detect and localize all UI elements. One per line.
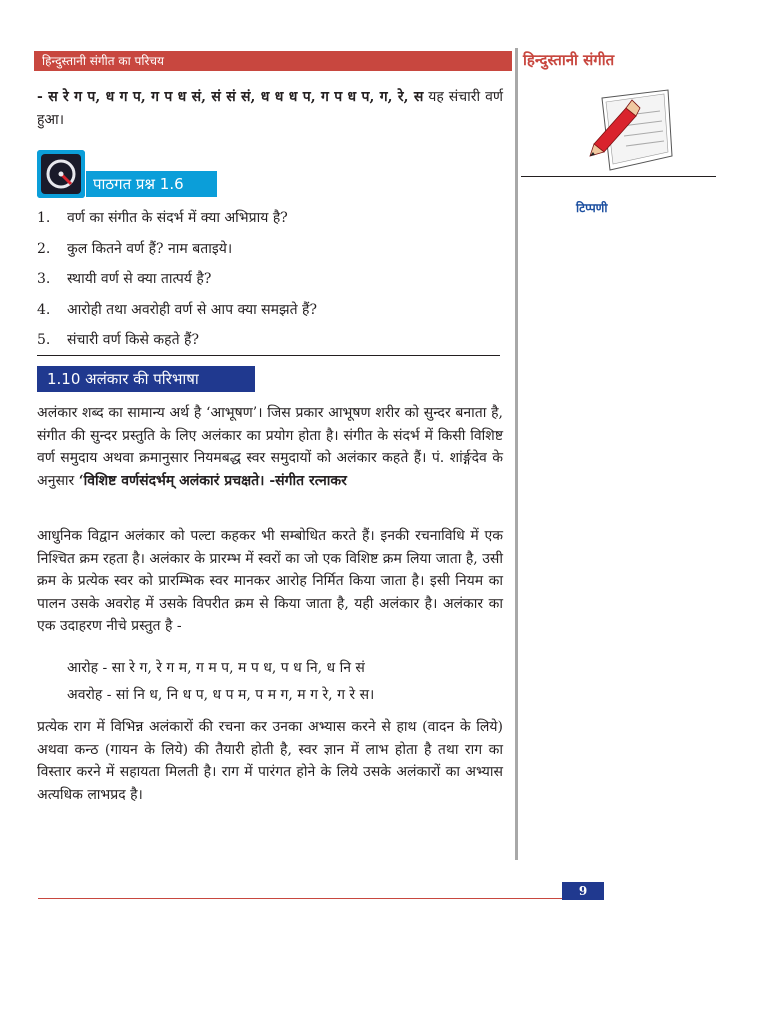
aroh-line: आरोह - सा रे ग, रे ग म, ग म प, म प ध, प ध नि, ध नि सं [67, 660, 365, 676]
footer-rule [38, 898, 598, 899]
question-text: संचारी वर्ण किसे कहते हैं? [67, 332, 199, 348]
section-divider [37, 355, 500, 356]
notes-pencil-icon [580, 86, 680, 176]
definition-paragraph [37, 402, 503, 492]
practice-paragraph: प्रत्येक राग में विभिन्न अलंकारों की रचना कर उनका अभ्यास करने से हाथ (वादन के लिये) अथवा कन्ठ (गायन के लिये) की तैयारी होती है, स्वर ज्ञान में लाभ होता है तथा राग का विस्तार करने में सहायता मिलती है। राग में पारंगत होने के लिये उसके अलंकारों का अभ्यास अत्यधिक लाभप्रद है। [37, 719, 503, 803]
page-number: 9 [562, 882, 604, 900]
question-text: वर्ण का संगीत के संदर्भ में क्या अभिप्राय है? [67, 210, 288, 226]
question-number: 4. [37, 301, 51, 318]
question-text: स्थायी वर्ण से क्या तात्पर्य है? [67, 271, 212, 287]
question-number: 1. [37, 210, 51, 226]
notes-rule [521, 176, 716, 177]
questions-title: पाठगत प्रश्न 1.6 [86, 171, 217, 197]
question-item [37, 267, 503, 298]
question-number: 5. [37, 332, 51, 348]
question-item [37, 206, 503, 237]
intro-rest: यह संचारी वर्ण हुआ। [37, 89, 503, 128]
avroh-line: अवरोह - सां नि ध, नि ध प, ध प म, प म ग, म ग रे, ग रे स। [67, 687, 375, 703]
palta-paragraph: आधुनिक विद्वान अलंकार को पल्टा कहकर भी सम्बोधित करते हैं। इनकी रचनाविधि में एक निश्चित क्रम रहता है। अलंकार के प्रारम्भ में स्वरों का जो एक विशिष्ट क्रम लिया जाता है, उसी क्रम के प्रत्येक स्वर को प्रारम्भिक स्वर मानकर आरोह निर्मित किया जाता है। इसी नियम का पालन उसके अवरोह में उसके विपरीत क्रम से किया जाता है, यही अलंकार है। अलंकार का एक उदाहरण नीचे प्रस्तुत है - [37, 528, 503, 634]
section-title: 1.10 अलंकार की परिभाषा [37, 366, 255, 392]
question-box-icon [37, 150, 85, 198]
intro-paragraph [37, 86, 503, 131]
question-number: 3. [37, 271, 51, 287]
question-number: 2. [37, 240, 51, 257]
question-item [37, 237, 503, 268]
side-title: हिन्दुस्तानी संगीत [523, 51, 615, 69]
chapter-header-bar [34, 51, 512, 71]
question-item [37, 298, 503, 329]
questions-list [37, 206, 503, 359]
chapter-title: हिन्दुस्तानी संगीत का परिचय [42, 54, 164, 68]
question-text: आरोही तथा अवरोही वर्ण से आप क्या समझते हैं? [67, 301, 317, 318]
question-item [37, 328, 503, 359]
margin-divider [515, 48, 518, 860]
definition-text: अलंकार शब्द का सामान्य अर्थ है ‘आभूषण’। जिस प्रकार आभूषण शरीर को सुन्दर बनाता है, संगीत की सुन्दर प्रस्तुति के लिए अलंकार का प्रयोग होता है। संगीत के संदर्भ में किसी विशिष्ट वर्ण समुदाय अथवा क्रमानुसार नियमबद्ध स्वर समुदायों को अलंकार कहते हैं। पं. शांर्ङ्गदेव के अनुसार [37, 405, 503, 489]
intro-notation: - स रे ग प, ध ग प, ग प ध सं, सं सं सं, ध ध ध प, ग प ध प, ग, रे, स [37, 89, 424, 105]
notes-label: टिप्पणी [576, 201, 608, 215]
sanskrit-quote: ‘विशिष्ट वर्णसंदर्भम् अलंकारं प्रचक्षते। -संगीत रत्नाकर [78, 472, 347, 489]
question-text: कुल कितने वर्ण हैं? नाम बताइये। [67, 240, 233, 257]
